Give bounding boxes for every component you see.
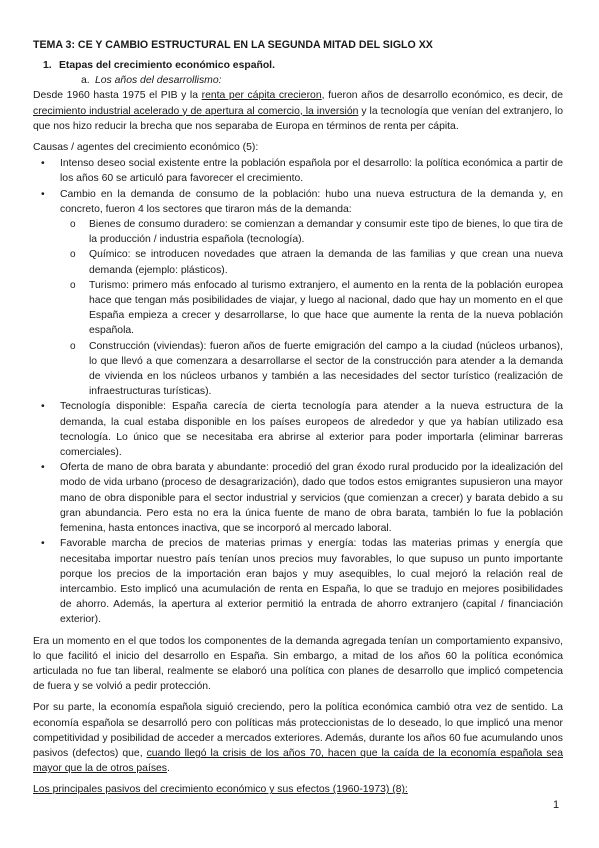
sector-item: o Químico: se introducen novedades que atraen la demanda de las familias y que crean una nueva demanda (ejemplo: plásticos). [60,247,563,277]
cause-item: • Tecnología disponible: España carecía de cierta tecnología para atender a la nueva estructura de la demanda, la cual estaba disponible en los países europeos de alrededor y que ya habían utilizado esa tecnología. Lo único que se necesitaba era abrirse al exterior para poder importarla (eliminar barreras comerciales). [33,399,563,460]
causes-list [33,156,563,627]
cause-item: • Intenso deseo social existente entre la población española por el desarrollo: la política económica a partir de los años 60 se articuló para favorecer el crecimiento. [33,156,563,186]
sector-item: o Construcción (viviendas): fueron años de fuerte emigración del campo a la ciudad (núcleos urbanos), lo que llevó a que comenzara a desarrollarse el sector de la construcción para atender a la demanda de vivienda en los núcleos urbanos y también a las necesidades del sector turístico (realización de infraestructuras turísticas). [60,339,563,400]
intro-underline-1: renta per cápita crecieron [201,90,322,102]
cause-item: • Favorable marcha de precios de materias primas y energía: todas las materias primas y energía que necesitaba importar nuestro país tenían unos precios muy favorables, lo que supuso un punto importante porque los precios de la importación eran bajos y muy asequibles, lo cual mejoró la relación real de intercambio. Esto implicó una acumulación de renta en España, lo que se tradujo en mejores posibilidades de ahorro. Además, la apertura al exterior permitió la entrada de ahorro extranjero (capital / financiación exterior). [33,536,563,627]
document-body [33,38,563,798]
intro-text-2: , fueron años de desarrollo económico, es decir, de [321,90,563,102]
economy-text-2: . [167,763,170,775]
intro-text-1: Desde 1960 hasta 1975 el PIB y la [33,90,202,102]
economy-text-1: Por su parte, la economía española siguió creciendo, pero la política económica cambió otra vez de sentido. La economía española se desarrolló pero con políticas más proteccionistas de lo deseado, lo que implicó una menor competitividad y posibilidad de acceder a mercados exteriores. Además, durante los años 60 fue acumulando unos pasivos (defectos) que, [33,702,563,759]
intro-text-3: y la tecnología que venían del extranjero, lo que nos hizo reducir la brecha que nos separaba de Europa en términos de renta per cápita. [33,105,564,132]
cause-item: • Oferta de mano de obra barata y abundante: procedió del gran éxodo rural producido por la idealización del modo de vida urbano (proceso de desagrarización), dado que todos estos emigrantes supusieron una mayor mano de obra disponible para el sector industrial y servicios (que comienzan a crecer) y barata debido a su gran abundancia. Pero esta no era la única fuente de mano de obra barata, también lo fue la población femenina, hasta entonces inactiva, que se incorporó al mercado laboral. [33,460,563,536]
section-heading-text: Etapas del crecimiento económico español. [59,60,275,71]
liabilities-heading: Los principales pasivos del crecimiento económico y sus efectos (1960-1973) (8): [33,784,408,796]
cause-item-text: Cambio en la demanda de consumo de la población: hubo una nueva estructura de la demanda y, en concreto, fueron 4 los sectores que tiraron más de la demanda: [60,188,563,215]
cause-item [33,187,563,400]
subsection-heading [81,73,563,88]
economy-paragraph [33,700,563,776]
document-title: TEMA 3: CE Y CAMBIO ESTRUCTURAL EN LA SEGUNDA MITAD DEL SIGLO XX [33,39,433,51]
demand-paragraph: Era un momento en el que todos los componentes de la demanda agregada tenían un comportamiento expansivo, lo que facilitó el inicio del desarrollo en España. Sin embargo, a mitad de los años 60 la política económica articulada no fue tan liberal, realmente se elaboró una política con planes de desarrollo que implicó competencia de fuera y se volvió a pedir protección. [33,635,563,693]
sector-item: o Bienes de consumo duradero: se comienzan a demandar y consumir este tipo de bienes, lo que tira de la producción / industria española (tecnología). [60,217,563,247]
subsection-heading-text: Los años del desarrollismo: [95,75,222,87]
section-heading [43,58,563,73]
section-number: 1. [43,60,52,71]
intro-underline-2: crecimiento industrial acelerado y de apertura al comercio, la inversión [33,105,359,117]
sector-item: o Turismo: primero más enfocado al turismo extranjero, el aumento en la renta de la población europea hace que tengan más posibilidades de viajar, y luego al nacional, dado que hay un momento en el que España empieza a crecer y desarrollarse, lo que hace que aumente la renta de la nueva población española. [60,278,563,339]
demand-sectors-list [60,217,563,399]
economy-underline: cuando llegó la crisis de los años 70, hacen que la caída de la economía española sea mayor que la de otros países [33,747,563,775]
page-number: 1 [553,799,560,811]
causes-heading: Causas / agentes del crecimiento económico (5): [33,142,259,154]
intro-paragraph [33,88,563,134]
subsection-letter: a. [81,75,90,87]
